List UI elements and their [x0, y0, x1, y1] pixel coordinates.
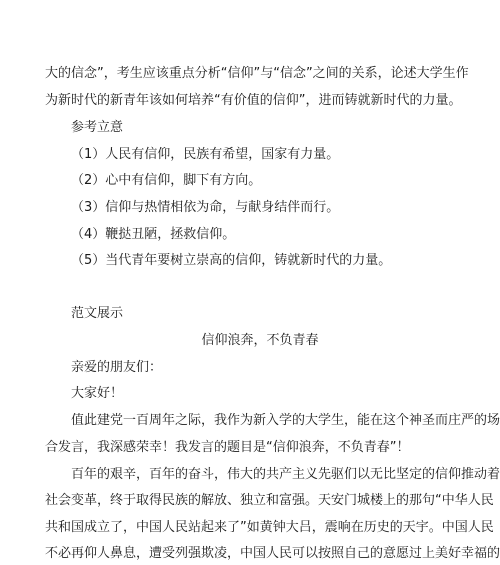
paragraph-line: 为新时代的新青年该如何培养“有价值的信仰”，进而铸就新时代的力量。	[45, 93, 462, 108]
list-item: （3）信仰与热情相依为命，与献身结伴而行。	[71, 200, 340, 215]
greeting: 大家好！	[71, 386, 124, 401]
section-heading-sample-essay: 范文展示	[71, 306, 124, 321]
paragraph-line: 社会变革，终于取得民族的解放、独立和富强。天安门城楼上的那句“中华人民	[45, 493, 494, 508]
list-item: （4）鞭挞丑陋，拯救信仰。	[71, 227, 236, 242]
paragraph-line: 值此建党一百周年之际，我作为新入学的大学生，能在这个神圣而庄严的场	[71, 413, 500, 428]
paragraph-line: 共和国成立了，中国人民站起来了”如黄钟大吕，震响在历史的天宇。中国人民	[45, 520, 494, 535]
paragraph-line: 合发言，我深感荣幸！我发言的题目是“信仰浪奔，不负青春”！	[45, 440, 410, 455]
list-item: （2）心中有信仰，脚下有方向。	[71, 173, 262, 188]
paragraph-line: 不必再仰人鼻息，遭受列强欺凌，中国人民可以按照自己的意愿过上美好幸福的	[45, 546, 500, 561]
section-heading-reference-ideas: 参考立意	[71, 120, 124, 135]
essay-title: 信仰浪奔，不负青春	[201, 333, 319, 348]
paragraph-line: 百年的艰辛，百年的奋斗，伟大的共产主义先驱们以无比坚定的信仰推动着	[71, 467, 500, 482]
list-item: （5）当代青年要树立崇高的信仰，铸就新时代的力量。	[71, 253, 392, 268]
list-item: （1）人民有信仰，民族有希望，国家有力量。	[71, 147, 340, 162]
salutation: 亲爱的朋友们：	[71, 360, 163, 375]
paragraph-line: 大的信念”，考生应该重点分析“信仰”与“信念”之间的关系，论述大学生作	[45, 66, 469, 81]
